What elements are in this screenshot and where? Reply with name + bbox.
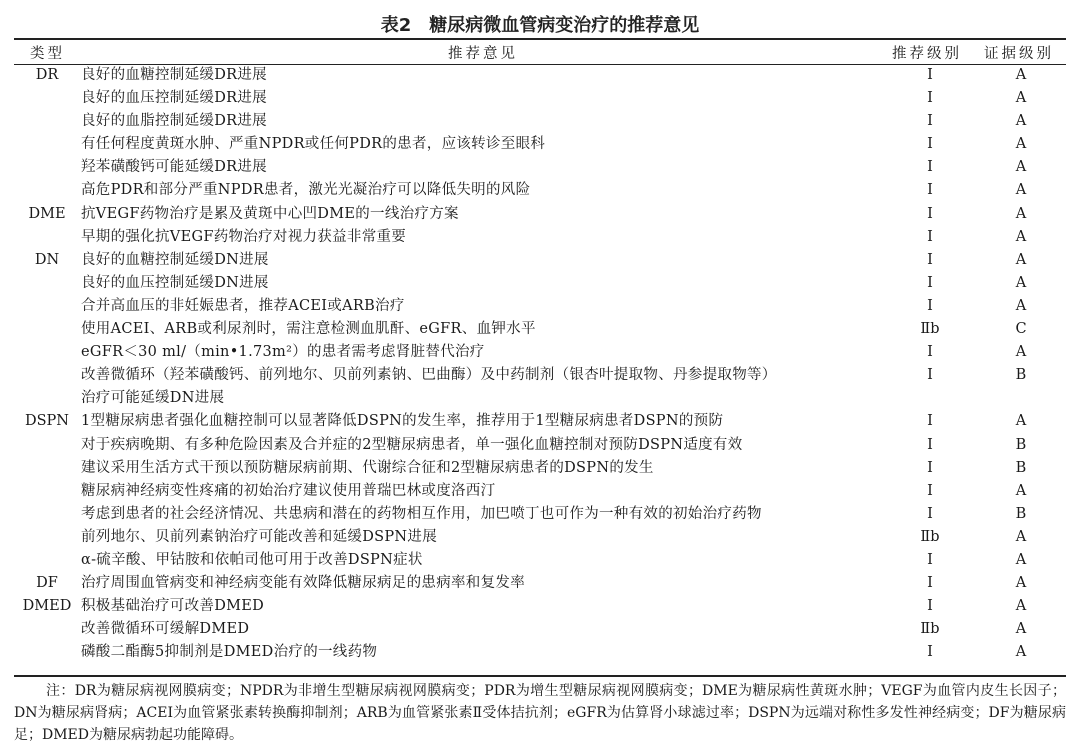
table-row [0,64,1080,87]
top-rule [14,38,1066,40]
row-grade: Ⅰ [927,367,933,384]
row-grade: Ⅰ [927,113,933,130]
table-row [0,434,1080,457]
row-evidence: B [1015,505,1027,522]
row-evidence: A [1015,413,1027,430]
row-recommendation: eGFR＜30 ml/（min•1.73m²）的患者需考虑肾脏替代治疗 [81,344,485,361]
row-grade: Ⅰ [927,205,933,222]
table-row [0,318,1080,341]
row-evidence: A [1015,113,1027,130]
row-evidence: A [1015,159,1027,176]
row-evidence: C [1015,321,1027,338]
row-recommendation: 良好的血压控制延缓DR进展 [81,90,267,107]
table-row [0,572,1080,595]
row-grade: Ⅰ [927,551,933,568]
table-row [0,595,1080,618]
row-recommendation: 建议采用生活方式干预以预防糖尿病前期、代谢综合征和2型糖尿病患者的DSPN的发生 [81,459,654,476]
row-evidence: A [1015,344,1027,361]
header-evidence: 证据级别 [984,46,1054,62]
table-row [0,457,1080,480]
bottom-rule [14,675,1066,677]
row-grade: Ⅱb [920,321,940,338]
row-evidence: A [1015,251,1027,268]
table-row [0,364,1080,410]
row-recommendation: 对于疾病晚期、有多种危险因素及合并症的2型糖尿病患者，单一强化血糖控制对预防DSPN适度有效 [81,436,743,453]
table-row [0,526,1080,549]
row-grade: Ⅰ [927,344,933,361]
row-evidence: A [1015,90,1027,107]
table-row [0,641,1080,664]
table-row [0,480,1080,503]
table-row [0,618,1080,641]
row-recommendation: 合并高血压的非妊娠患者，推荐ACEI或ARB治疗 [81,297,405,314]
row-recommendation: 良好的血脂控制延缓DR进展 [81,113,267,130]
row-recommendation: α-硫辛酸、甲钴胺和依帕司他可用于改善DSPN症状 [81,551,423,568]
row-grade: Ⅰ [927,297,933,314]
row-evidence: A [1015,67,1027,83]
row-evidence: B [1015,459,1027,476]
row-grade: Ⅰ [927,90,933,107]
row-evidence: A [1015,575,1027,592]
row-recommendation: 有任何程度黄斑水肿、严重NPDR或任何PDR的患者，应该转诊至眼科 [81,136,546,153]
row-recommendation: 早期的强化抗VEGF药物治疗对视力获益非常重要 [81,228,407,245]
row-grade: Ⅰ [927,251,933,268]
row-recommendation: 良好的血糖控制延缓DR进展 [81,67,267,83]
row-grade: Ⅰ [927,159,933,176]
row-evidence: A [1015,621,1027,638]
table-row [0,226,1080,249]
table-row [0,110,1080,133]
row-recommendation [81,364,886,410]
row-recommendation: 良好的血压控制延缓DN进展 [81,274,269,291]
row-grade: Ⅱb [920,621,940,638]
row-grade: Ⅰ [927,274,933,291]
row-grade: Ⅰ [927,505,933,522]
row-grade: Ⅰ [927,67,933,83]
row-grade: Ⅰ [927,459,933,476]
table-body [0,64,1080,664]
row-recommendation: 前列地尔、贝前列素钠治疗可能改善和延缓DSPN进展 [81,528,438,545]
row-recommendation-line: 改善微循环（羟苯磺酸钙、前列地尔、贝前列素钠、巴曲酶）及中药制剂（银杏叶提取物、丹参提取物等） [81,367,777,384]
row-type: DN [34,251,60,268]
table-row [0,272,1080,295]
row-recommendation: 考虑到患者的社会经济情况、共患病和潜在的药物相互作用，加巴喷丁也可作为一种有效的初始治疗药物 [81,505,762,522]
table-row [0,203,1080,226]
table-row [0,341,1080,364]
table-row [0,549,1080,572]
row-grade: Ⅰ [927,136,933,153]
row-recommendation: 治疗周围血管病变和神经病变能有效降低糖尿病足的患病率和复发率 [81,575,525,592]
row-grade: Ⅰ [927,436,933,453]
row-grade: Ⅰ [927,228,933,245]
row-evidence: A [1015,482,1027,499]
row-recommendation: 高危PDR和部分严重NPDR患者，激光光凝治疗可以降低失明的风险 [81,182,531,199]
table-row [0,249,1080,272]
row-grade: Ⅱb [920,528,940,545]
row-evidence: A [1015,274,1027,291]
table-title: 表2 糖尿病微血管病变治疗的推荐意见 [380,15,700,36]
row-evidence: A [1015,205,1027,222]
row-recommendation: 抗VEGF药物治疗是累及黄斑中心凹DME的一线治疗方案 [81,205,459,222]
row-grade: Ⅰ [927,575,933,592]
table-row [0,179,1080,202]
row-type: DF [36,575,58,592]
row-recommendation-line: 治疗可能延缓DN进展 [81,390,225,407]
row-type: DME [28,205,66,222]
row-evidence: B [1015,436,1027,453]
row-evidence: A [1015,551,1027,568]
row-recommendation: 磷酸二酯酶5抑制剂是DMED治疗的一线药物 [81,644,378,661]
row-grade: Ⅰ [927,644,933,661]
row-recommendation: 改善微循环可缓解DMED [81,621,250,638]
row-recommendation: 羟苯磺酸钙可能延缓DR进展 [81,159,267,176]
row-recommendation: 良好的血糖控制延缓DN进展 [81,251,269,268]
row-grade: Ⅰ [927,482,933,499]
table-row [0,410,1080,433]
header-recommendation: 推荐意见 [448,46,518,62]
row-recommendation: 积极基础治疗可改善DMED [81,598,265,615]
row-evidence: A [1015,228,1027,245]
row-evidence: A [1015,182,1027,199]
table-row [0,87,1080,110]
row-grade: Ⅰ [927,413,933,430]
row-evidence: A [1015,598,1027,615]
row-evidence: A [1015,297,1027,314]
row-grade: Ⅰ [927,182,933,199]
header-type: 类型 [30,46,65,62]
row-type: DMED [22,598,72,615]
table-row [0,503,1080,526]
table-row [0,133,1080,156]
row-recommendation: 1型糖尿病患者强化血糖控制可以显著降低DSPN的发生率，推荐用于1型糖尿病患者DSPN的预防 [81,413,724,430]
row-evidence: B [1015,367,1027,384]
row-type: DSPN [24,413,69,430]
row-type: DR [35,67,59,83]
row-evidence: A [1015,528,1027,545]
row-evidence: A [1015,644,1027,661]
row-recommendation: 糖尿病神经病变性疼痛的初始治疗建议使用普瑞巴林或度洛西汀 [81,482,496,499]
table-note: 注：DR为糖尿病视网膜病变；NPDR为非增生型糖尿病视网膜病变；PDR为增生型糖尿病视网膜病变；DME为糖尿病性黄斑水肿；VEGF为血管内皮生长因子；DN为糖尿病肾病；ACEI为血管紧张素转换酶抑制剂；ARB为血管紧张素Ⅱ受体拮抗剂；eGFR为估算肾小球滤过率；DSPN为远端对称性多发性神经病变；DF为糖尿病足；DMED为糖尿病勃起功能障碍。 [14,683,1066,743]
table-row [0,295,1080,318]
row-recommendation: 使用ACEI、ARB或利尿剂时，需注意检测血肌酐、eGFR、血钾水平 [81,321,536,338]
table-row [0,156,1080,179]
row-grade: Ⅰ [927,598,933,615]
row-evidence: A [1015,136,1027,153]
header-grade: 推荐级别 [892,46,962,62]
